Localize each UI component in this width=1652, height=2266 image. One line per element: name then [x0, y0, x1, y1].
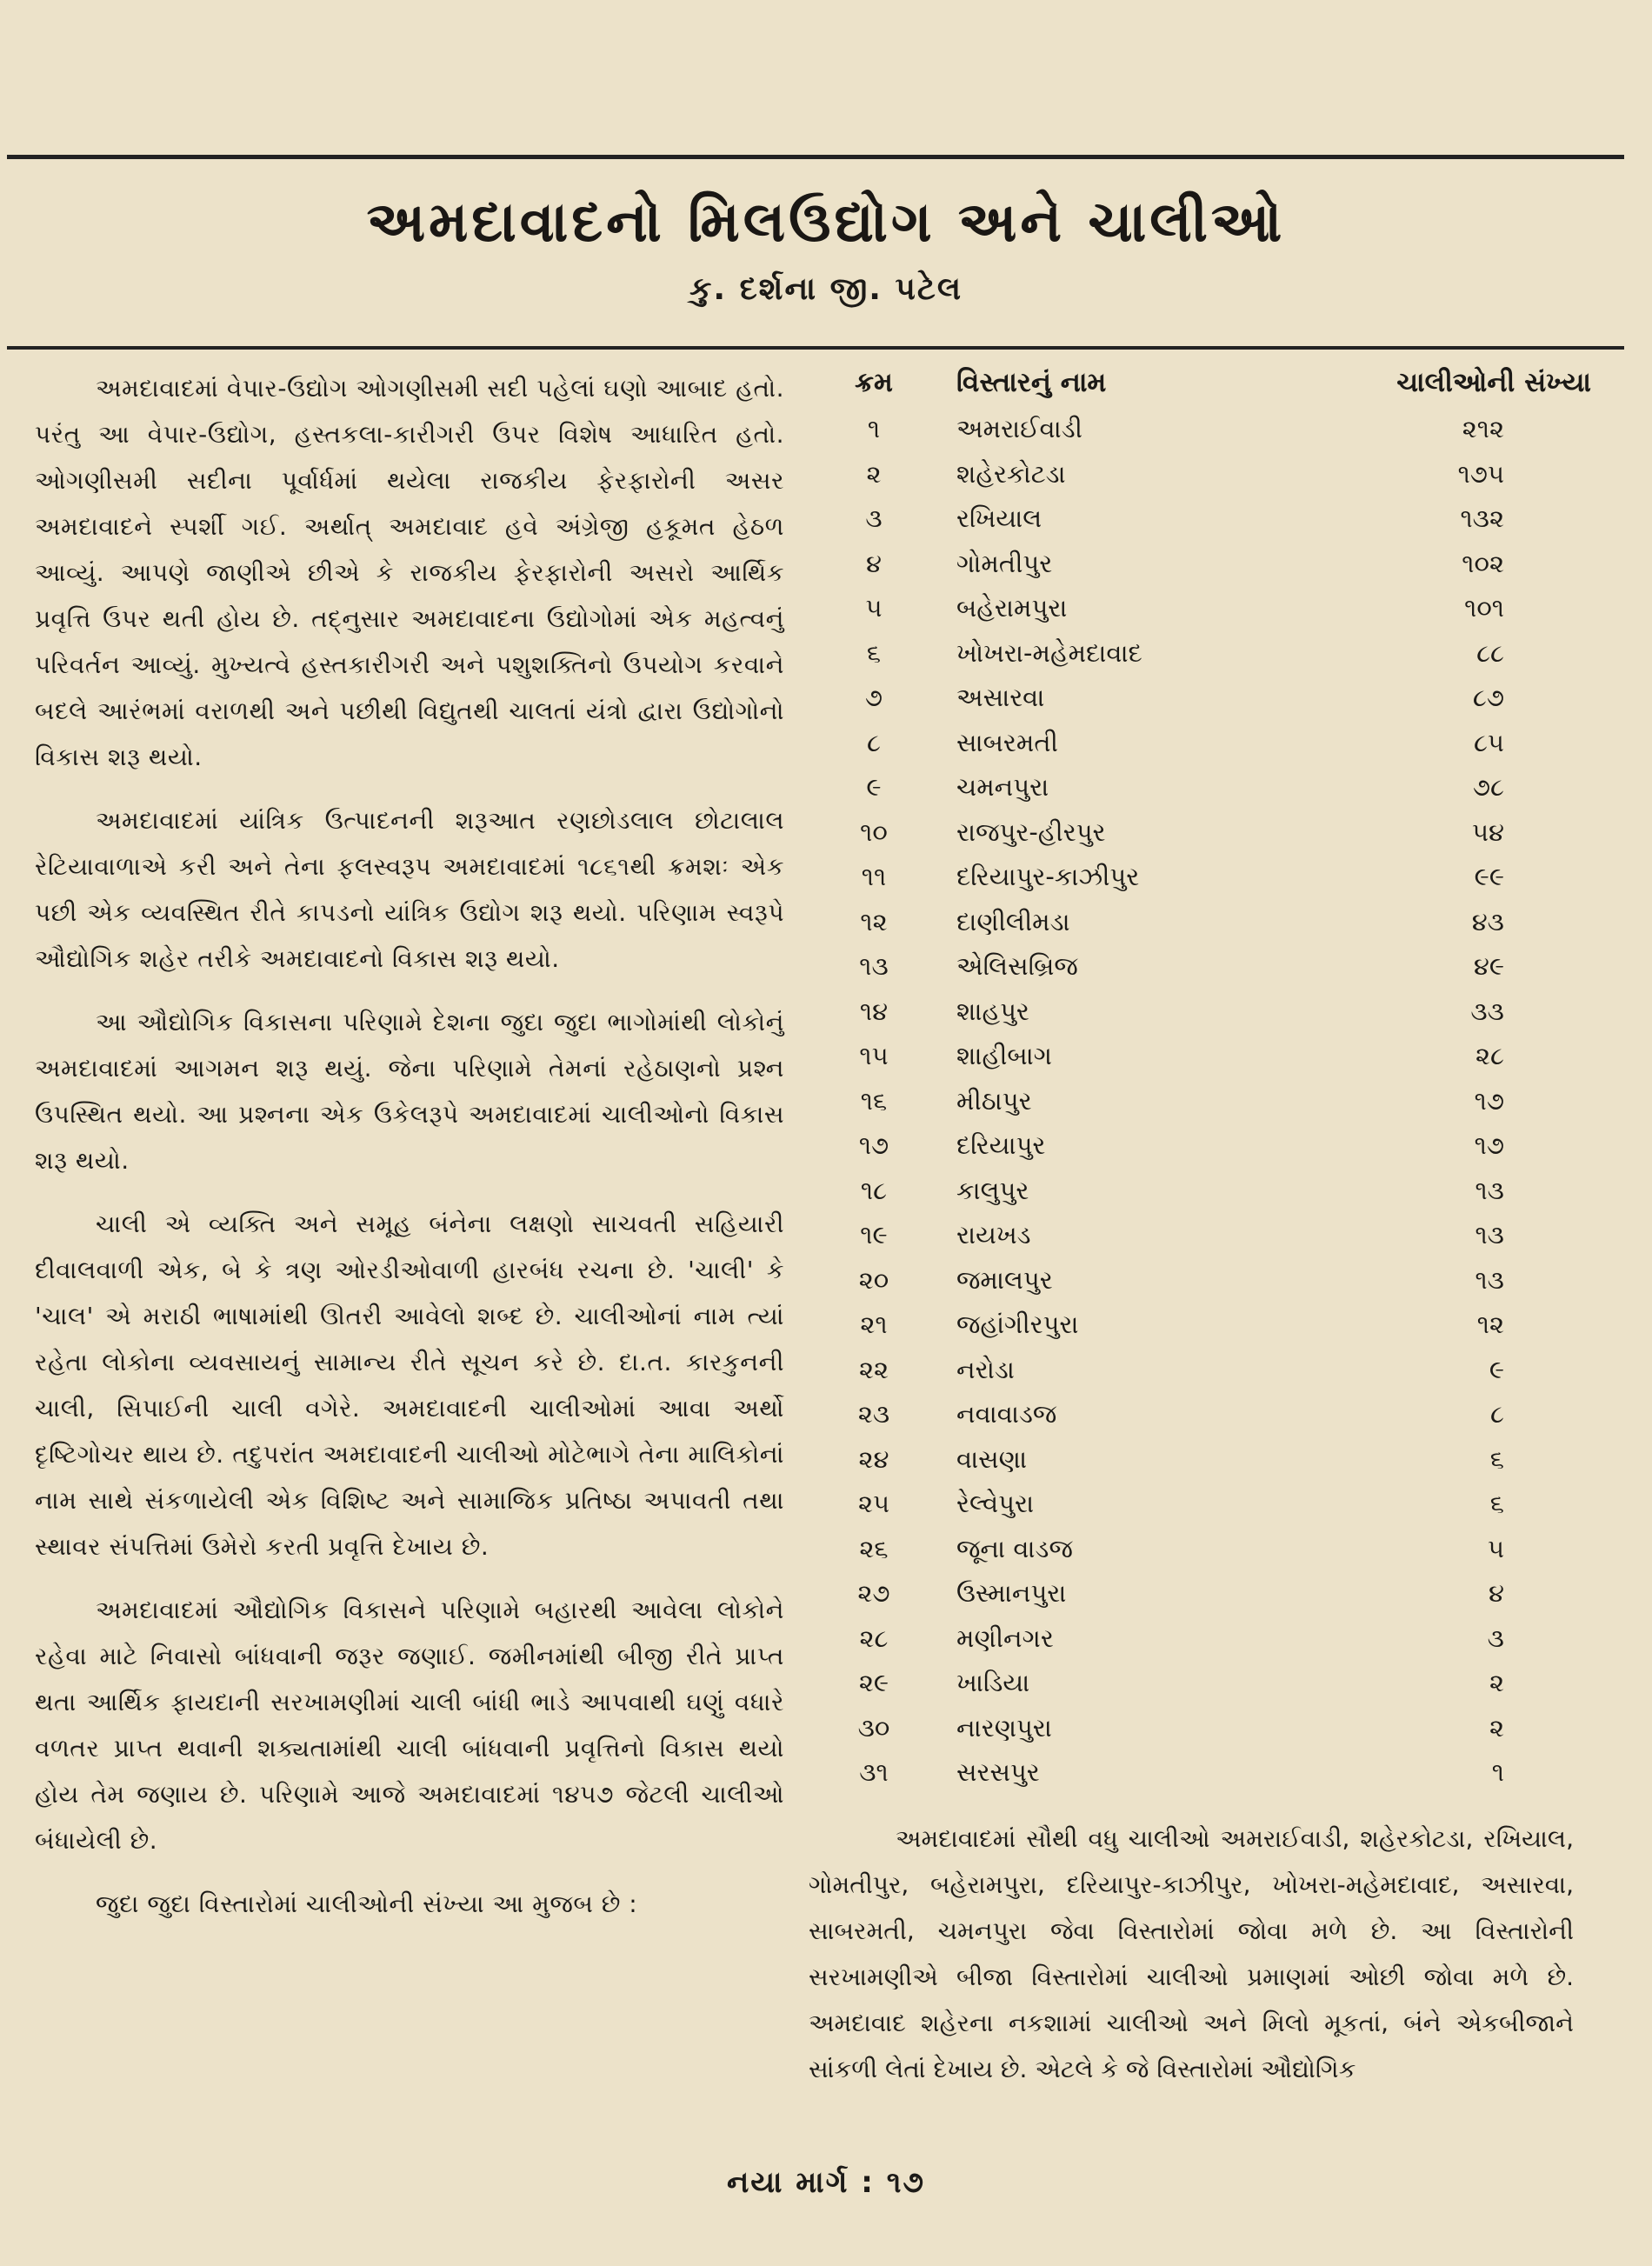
row-count: ૧૭: [1474, 1130, 1504, 1161]
paragraph: ચાલી એ વ્યક્તિ અને સમૂહ બંનેના લક્ષણો સાચવતી સહિયારી દીવાલવાળી એક, બે કે ત્રણ ઓરડીઓવાળી હારબંધ રચના છે. 'ચાલી' કે 'ચાલ' એ મરાઠી ભાષામાંથી ઊતરી આવેલો શબ્દ છે. ચાલીઓનાં નામ ત્યાં રહેતા લોકોના વ્યવસાયનું સામાન્ય રીતે સૂચન કરે છે. દા.ત. કારકુનની ચાલી, સિપાઈની ચાલી વગેરે. અમદાવાદની ચાલીઓમાં આવા અર્થો દૃષ્ટિગોચર થાય છે. તદુપરાંત અમદાવાદની ચાલીઓ મોટેભાગે તેના માલિકોનાં નામ સાથે સંકળાયેલી એક વિશિષ્ટ અને સામાજિક પ્રતિષ્ઠા અપાવતી તથા સ્થાવર સંપત્તિમાં ઉમેરો કરતી પ્રવૃત્તિ દેખાય છે.: [35, 1210, 784, 1561]
row-count: ૩૩: [1470, 996, 1504, 1026]
table-row: [809, 1750, 1591, 1796]
row-serial: ૩૧: [859, 1757, 889, 1788]
row-count: ૧૭૫: [1457, 458, 1504, 489]
row-serial: ૮: [867, 727, 881, 757]
row-area: એલિસબ્રિજ: [956, 951, 1078, 982]
row-area: ગોમતીપુર: [956, 548, 1053, 578]
table-row: [809, 1482, 1591, 1527]
table-row: [809, 765, 1591, 810]
table-row: [809, 1123, 1591, 1169]
table-row: [809, 1616, 1591, 1662]
row-serial: ૨૩: [857, 1399, 890, 1430]
header-rule: [7, 346, 1624, 350]
row-count: ૭૮: [1472, 772, 1504, 803]
table-row: [809, 586, 1591, 631]
top-rule: [7, 155, 1624, 159]
row-count: ૬: [1489, 1489, 1504, 1519]
page-footer: નયા માર્ગ : ૧૭: [726, 2165, 926, 2200]
row-serial: ૨૨: [858, 1354, 889, 1384]
row-serial: ૭: [864, 683, 883, 713]
table-row: [809, 676, 1591, 721]
table-row: [809, 944, 1591, 990]
row-area: બહેરામપુરા: [956, 593, 1068, 623]
row-count: ૨૮: [1475, 1041, 1504, 1071]
row-count: ૧૦૨: [1462, 548, 1504, 578]
row-serial: ૧૬: [860, 1085, 888, 1116]
row-count: ૩: [1487, 1623, 1504, 1653]
row-serial: ૪: [866, 548, 882, 578]
article-title: અમદાવાદનો મિલઉદ્યોગ અને ચાલીઓ: [366, 190, 1286, 255]
row-serial: ૨૮: [859, 1623, 889, 1653]
table-header: [809, 358, 1591, 407]
paragraph: જુદા જુદા વિસ્તારોમાં ચાલીઓની સંખ્યા આ મુજબ છે :: [96, 1889, 638, 1918]
row-serial: ૬: [866, 637, 882, 668]
table-row: [809, 1392, 1591, 1437]
row-count: ૧૩: [1475, 1264, 1504, 1295]
row-serial: ૨૭: [857, 1578, 890, 1609]
row-area: શાહીબાગ: [956, 1041, 1052, 1071]
paragraph: અમદાવાદમાં ઔદ્યોગિક વિકાસને પરિણામે બહારથી આવેલા લોકોને રહેવા માટે નિવાસો બાંધવાની જરૂર જણાઈ. જમીનમાંથી બીજી રીતે પ્રાપ્ત થતા આર્થિક ફાયદાની સરખામણીમાં ચાલી બાંધી ભાડે આપવાથી ઘણું વધારે વળતર પ્રાપ્ત થવાની શક્યતામાંથી ચાલી બાંધવાની પ્રવૃત્તિનો વિકાસ થયો હોય તેમ જણાય છે. પરિણામે આજે અમદાવાદમાં ૧૪૫૭ જેટલી ચાલીઓ બંધાયેલી છે.: [35, 1596, 784, 1855]
paragraph: અમદાવાદમાં સૌથી વધુ ચાલીઓ અમરાઈવાડી, શહેરકોટડા, રખિયાલ, ગોમતીપુર, બહેરામપુરા, દરિયાપુર-કાઝીપુર, ખોખરા-મહેમદાવાદ, અસારવા, સાબરમતી, ચમનપુરા જેવા વિસ્તારોમાં જોવા મળે છે. આ વિસ્તારોની સરખામણીએ બીજા વિસ્તારોમાં ચાલીઓ પ્રમાણમાં ઓછી જોવા મળે છે. અમદાવાદ શહેરના નકશામાં ચાલીઓ અને મિલો મૂકતાં, બંને એકબીજાને સાંકળી લેતાં દેખાય છે. એટલે કે જે વિસ્તારોમાં ઔદ્યોગિક: [809, 1824, 1574, 2083]
table-row: [809, 990, 1591, 1035]
header-area: વિસ્તારનું નામ: [956, 366, 1107, 398]
row-count: ૮૫: [1473, 727, 1504, 757]
row-area: શહેરકોટડા: [956, 458, 1066, 489]
table-row: [809, 407, 1591, 452]
row-count: ૧૩૨: [1460, 503, 1504, 534]
table-row: [809, 1258, 1591, 1303]
row-area: નવાવાડજ: [956, 1399, 1057, 1430]
row-area: દરિયાપુર: [956, 1130, 1046, 1161]
row-area: દરિયાપુર-કાઝીપુર: [956, 862, 1140, 892]
table-row: [809, 810, 1591, 856]
table-row: [809, 1348, 1591, 1393]
row-area: રખિયાલ: [956, 503, 1042, 534]
row-serial: ૨૧: [860, 1310, 888, 1340]
row-serial: ૧૯: [860, 1220, 888, 1250]
row-count: ૫: [1487, 1533, 1504, 1563]
table-body: [809, 407, 1591, 1796]
row-count: ૧૩: [1475, 1220, 1504, 1250]
row-area: જમાલપુર: [956, 1264, 1053, 1295]
row-serial: ૧૦: [860, 816, 888, 847]
table-row: [809, 1169, 1591, 1214]
row-serial: ૨૪: [858, 1443, 889, 1474]
row-area: વાસણા: [956, 1443, 1028, 1474]
table-row: [809, 631, 1591, 676]
row-serial: ૧૩: [859, 951, 889, 982]
row-count: ૧૦૧: [1464, 593, 1504, 623]
row-area: સરસપુર: [956, 1757, 1040, 1788]
row-count: ૪: [1489, 1578, 1504, 1609]
row-count: ૮૭: [1472, 683, 1504, 713]
row-area: અમરાઈવાડી: [956, 414, 1082, 444]
table-row: [809, 1661, 1591, 1706]
row-area: અસારવા: [956, 683, 1045, 713]
table-row: [809, 855, 1591, 900]
row-count: ૧૭: [1474, 1085, 1504, 1116]
row-count: ૧: [1491, 1757, 1504, 1788]
row-area: રાજપુર-હીરપુર: [956, 816, 1106, 847]
row-area: જૂના વાડજ: [956, 1533, 1073, 1563]
table-row: [809, 1213, 1591, 1258]
row-serial: ૧૧: [861, 862, 887, 892]
row-count: ૨૧૨: [1462, 414, 1504, 444]
row-serial: ૨૫: [857, 1489, 890, 1519]
row-area: રેલ્વેપુરા: [956, 1489, 1035, 1519]
row-count: ૮૮: [1476, 637, 1504, 668]
table-row: [809, 1079, 1591, 1124]
row-area: ચમનપુરા: [956, 772, 1049, 803]
row-area: જહાંગીરપુરા: [956, 1310, 1079, 1340]
row-area: રાયખડ: [956, 1220, 1031, 1250]
header-serial: ક્રમ: [855, 366, 893, 398]
row-count: ૯૯: [1474, 862, 1504, 892]
table-row: [809, 452, 1591, 497]
row-serial: ૧૪: [859, 996, 889, 1026]
row-area: દાણીલીમડા: [956, 906, 1070, 936]
table-row: [809, 1706, 1591, 1751]
row-serial: ૧૫: [859, 1041, 889, 1071]
table-row: [809, 497, 1591, 542]
author-name: કુ. દર્શના જી. પટેલ: [689, 271, 963, 307]
row-area: નરોડા: [956, 1354, 1015, 1384]
row-count: ૨: [1489, 1668, 1504, 1698]
table-row: [809, 721, 1591, 766]
table-row: [809, 1303, 1591, 1348]
table-row: [809, 1527, 1591, 1572]
row-area: મીઠાપુર: [956, 1085, 1032, 1116]
row-serial: ૩૦: [857, 1712, 890, 1743]
row-area: ખોખરા-મહેમદાવાદ: [956, 637, 1142, 668]
row-count: ૬: [1489, 1443, 1504, 1474]
row-area: સાબરમતી: [956, 727, 1058, 757]
paragraph: અમદાવાદમાં યાંત્રિક ઉત્પાદનની શરૂઆત રણછોડલાલ છોટાલાલ રેટિયાવાળાએ કરી અને તેના ફલસ્વરૂપ અમદાવાદમાં ૧૮૬૧થી ક્રમશઃ એક પછી એક વ્યવસ્થિત રીતે કાપડનો યાંત્રિક ઉદ્યોગ શરૂ થયો. પરિણામ સ્વરૂપે ઔદ્યોગિક શહેર તરીકે અમદાવાદનો વિકાસ શરૂ થયો.: [35, 806, 784, 973]
row-count: ૨: [1489, 1712, 1504, 1743]
row-serial: ૨૯: [858, 1668, 889, 1698]
row-area: શાહપુર: [956, 996, 1029, 1026]
row-count: ૫૪: [1471, 816, 1504, 847]
chawl-table: [809, 358, 1591, 1796]
row-serial: ૨૬: [859, 1533, 889, 1563]
row-area: મણીનગર: [956, 1623, 1054, 1653]
row-serial: ૫: [865, 593, 883, 623]
row-area: ખાડિયા: [956, 1668, 1030, 1698]
row-serial: ૯: [866, 772, 882, 803]
row-count: ૪૩: [1471, 906, 1504, 936]
row-serial: ૧૨: [860, 906, 888, 936]
row-count: ૪૯: [1473, 951, 1504, 982]
row-serial: ૧: [867, 414, 881, 444]
row-serial: ૧૭: [858, 1130, 889, 1161]
row-area: ઉસ્માનપુરા: [956, 1578, 1067, 1609]
row-serial: ૨૦: [858, 1264, 889, 1295]
row-count: ૯: [1489, 1354, 1504, 1384]
table-row: [809, 542, 1591, 587]
row-area: નારણપુરા: [956, 1712, 1052, 1743]
table-row: [809, 1034, 1591, 1079]
row-serial: ૨: [866, 458, 882, 489]
row-count: ૧૩: [1475, 1175, 1504, 1205]
paragraph: આ ઔદ્યોગિક વિકાસના પરિણામે દેશના જુદા જુદા ભાગોમાંથી લોકોનું અમદાવાદમાં આગમન શરૂ થયું. જેના પરિણામે તેમનાં રહેઠાણનો પ્રશ્ન ઉપસ્થિત થયો. આ પ્રશ્નના એક ઉકેલરૂપે અમદાવાદમાં ચાલીઓનો વિકાસ શરૂ થયો.: [35, 1008, 784, 1175]
row-count: ૧૨: [1476, 1310, 1504, 1340]
table-row: [809, 900, 1591, 945]
paragraph: અમદાવાદમાં વેપાર-ઉદ્યોગ ઓગણીસમી સદી પહેલાં ઘણો આબાદ હતો. પરંતુ આ વેપાર-ઉદ્યોગ, હસ્તકલા-કારીગરી ઉપર વિશેષ આધારિત હતો. ઓગણીસમી સદીના પૂર્વાર્ધમાં થયેલા રાજકીય ફેરફારોની અસર અમદાવાદને સ્પર્શી ગઈ. અર્થાત્ અમદાવાદ હવે અંગ્રેજી હકૂમત હેઠળ આવ્યું. આપણે જાણીએ છીએ કે રાજકીય ફેરફારોની અસરો આર્થિક પ્રવૃત્તિ ઉપર થતી હોય છે. તદ્નુસાર અમદાવાદના ઉદ્યોગોમાં એક મહત્વનું પરિવર્તન આવ્યું. મુખ્યત્વે હસ્તકારીગરી અને પશુશક્તિનો ઉપયોગ કરવાને બદલે આરંભમાં વરાળથી અને પછીથી વિદ્યુતથી ચાલતાં યંત્રો દ્વારા ઉદ્યોગોનો વિકાસ શરૂ થયો.: [35, 374, 784, 771]
left-column: [35, 365, 784, 1944]
row-count: ૮: [1490, 1399, 1504, 1430]
header-count: ચાલીઓની સંખ્યા: [1396, 366, 1591, 398]
table-row: [809, 1437, 1591, 1483]
table-row: [809, 1571, 1591, 1616]
row-area: કાલુપુર: [956, 1175, 1029, 1205]
row-serial: ૩: [865, 503, 883, 534]
row-serial: ૧૮: [860, 1175, 888, 1205]
